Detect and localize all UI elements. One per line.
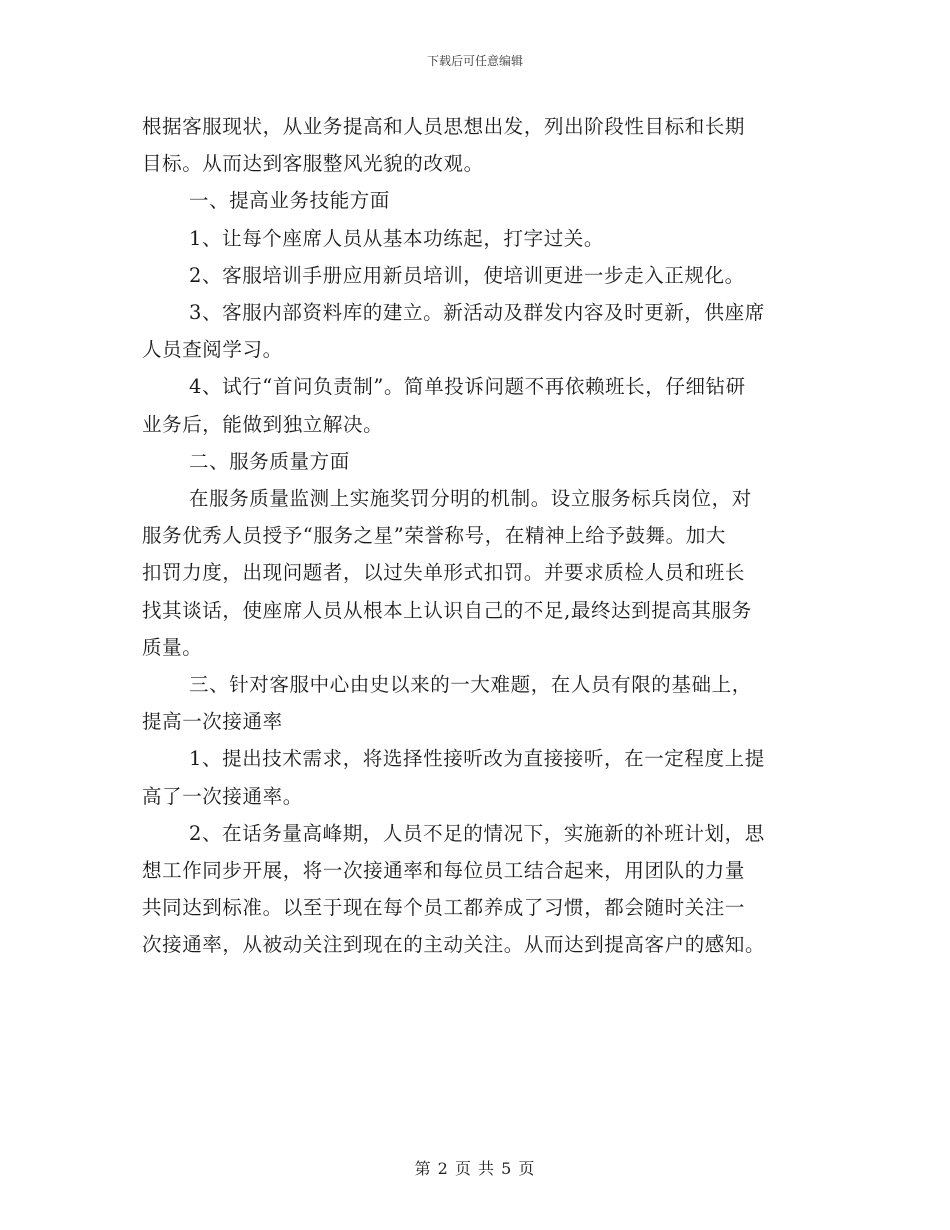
text-line: 一、提高业务技能方面 bbox=[189, 189, 391, 213]
page-header: 下载后可任意编辑 bbox=[426, 54, 523, 68]
text-line: 高了一次接通率。 bbox=[142, 784, 303, 808]
text-line: 2、客服培训手册应用新员培训，使培训更进一步走入正规化。 bbox=[189, 263, 745, 287]
text-line: 找其谈话，使座席人员从根本上认识自己的不足,最终达到提高其服务 bbox=[142, 598, 752, 622]
text-line: 质量。 bbox=[142, 635, 203, 659]
text-line: 三、针对客服中心由史以来的一大难题，在人员有限的基础上， bbox=[189, 673, 752, 697]
text-line: 4、试行“首问负责制”。简单投诉问题不再依赖班长，仔细钻研 bbox=[189, 375, 746, 399]
text-line: 提高一次接通率 bbox=[142, 710, 283, 734]
text-line: 业务后，能做到独立解决。 bbox=[142, 412, 384, 436]
text-line: 共同达到标准。以至于现在每个员工都养成了习惯，都会随时关注一 bbox=[142, 896, 746, 920]
text-line: 扣罚力度，出现问题者，以过失单形式扣罚。并要求质检人员和班长 bbox=[142, 561, 746, 585]
text-line: 想工作同步开展，将一次接通率和每位员工结合起来，用团队的力量 bbox=[142, 859, 746, 883]
text-line: 目标。从而达到客服整风光貌的改观。 bbox=[142, 152, 484, 176]
text-line: 1、提出技术需求，将选择性接听改为直接接听，在一定程度上提 bbox=[189, 747, 765, 771]
text-line: 在服务质量监测上实施奖罚分明的机制。设立服务标兵岗位，对 bbox=[189, 487, 752, 511]
text-line: 根据客服现状，从业务提高和人员思想出发，列出阶段性目标和长期 bbox=[142, 115, 746, 138]
text-line: 二、服务质量方面 bbox=[189, 449, 350, 473]
text-line: 1、让每个座席人员从基本功练起，打字过关。 bbox=[189, 226, 605, 250]
text-line: 人员查阅学习。 bbox=[142, 338, 283, 362]
document-body bbox=[142, 108, 812, 964]
page-footer: 第 2 页 共 5 页 bbox=[414, 1159, 536, 1178]
text-line: 服务优秀人员授予“服务之星”荣誉称号，在精神上给予鼓舞。加大 bbox=[142, 524, 726, 548]
text-line: 次接通率，从被动关注到现在的主动关注。从而达到提高客户的感知。 bbox=[142, 933, 766, 957]
text-line: 3、客服内部资料库的建立。新活动及群发内容及时更新，供座席 bbox=[189, 301, 765, 325]
text-line: 2、在话务量高峰期，人员不足的情况下，实施新的补班计划，思 bbox=[189, 821, 765, 845]
